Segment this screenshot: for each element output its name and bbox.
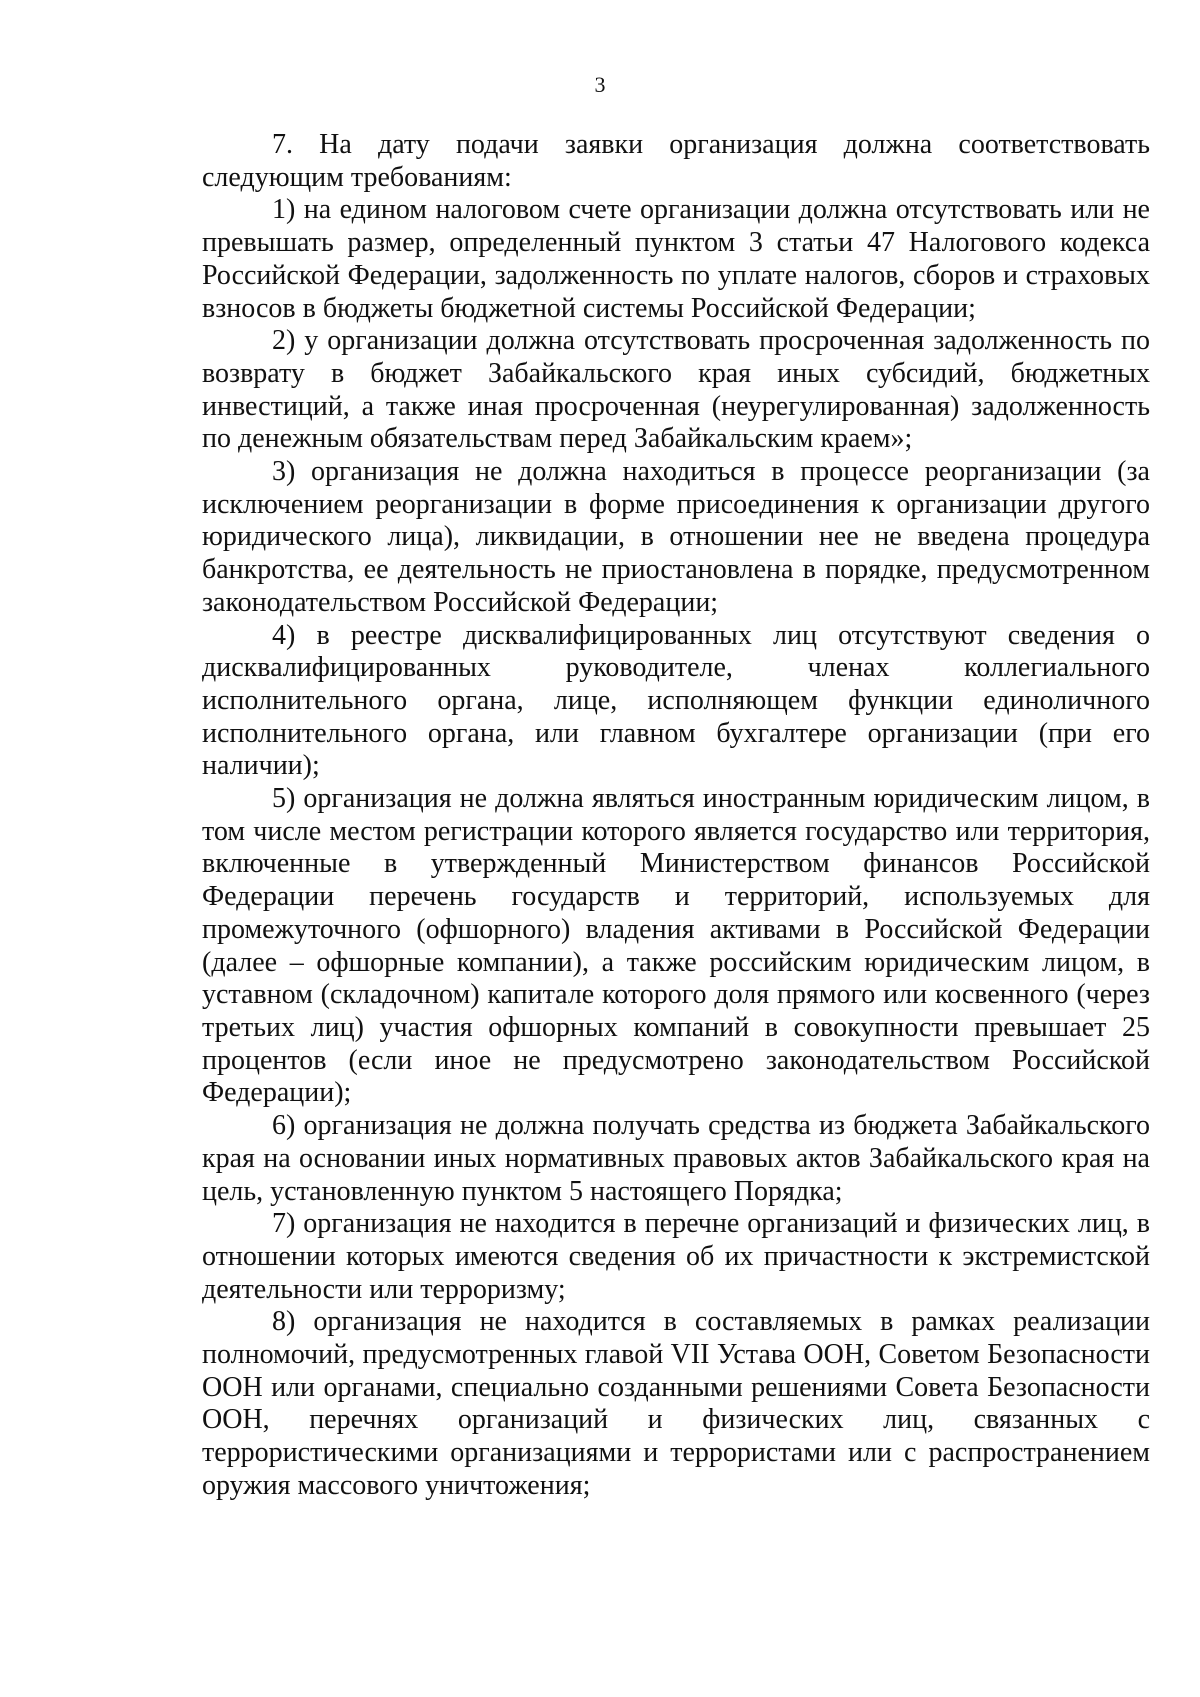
paragraph-item-4-disqualified-persons: 4) в реестре дисквалифицированных лиц отсутствуют сведения о дисквалифицированных руководителе, членах коллегиального исполнительного органа, лице, исполняющем функции единоличного исполнительного органа, или главном бухгалтере организации (при его наличии);: [202, 619, 1150, 782]
paragraph-requirements-intro: 7. На дату подачи заявки организация должна соответствовать следующим требованиям:: [202, 129, 1150, 193]
paragraph-item-1-tax-debt: 1) на едином налоговом счете организации должна отсутствовать или не превышать размер, определенный пунктом 3 статьи 47 Налогового кодекса Российской Федерации, задолженность по уплате налогов, сборов и страховых взносов в бюджеты бюджетной системы Российской Федерации;: [202, 194, 1150, 324]
paragraph-item-5-foreign-entity: 5) организация не должна являться иностранным юридическим лицом, в том числе местом регистрации которого является государство или территория, включенные в утвержденный Министерством финансов Российской Федерации перечень государств и территорий, используемых для промежуточного (офшорного) владения активами в Российской Федерации (далее – офшорные компании), а также российским юридическим лицом, в уставном (складочном) капитале которого доля прямого или косвенного (через третьих лиц) участия офшорных компаний в совокупности превышает 25 процентов (если иное не предусмотрено законодательством Российской Федерации);: [202, 783, 1150, 1109]
paragraph-item-3-reorganization: 3) организация не должна находиться в процессе реорганизации (за исключением реорганизации в форме присоединения к организации другого юридического лица), ликвидации, в отношении нее не введена процедура банкротства, ее деятельность не приостановлена в порядке, предусмотренном законодательством Российской Федерации;: [202, 456, 1150, 618]
paragraph-item-6-budget-funds: 6) организация не должна получать средства из бюджета Забайкальского края на основании иных нормативных правовых актов Забайкальского края на цель, установленную пунктом 5 настоящего Порядка;: [202, 1110, 1150, 1207]
paragraph-item-8-un-sanctions: 8) организация не находится в составляемых в рамках реализации полномочий, предусмотренных главой VII Устава ООН, Советом Безопасности ООН или органами, специально созданными решениями Совета Безопасности ООН, перечнях организаций и физических лиц, связанных с террористическими организациями и террористами или с распространением оружия массового уничтожения;: [202, 1306, 1150, 1501]
paragraph-item-2-overdue-debt: 2) у организации должна отсутствовать просроченная задолженность по возврату в бюджет Забайкальского края иных субсидий, бюджетных инвестиций, а также иная просроченная (неурегулированная) задолженность по денежным обязательствам перед Забайкальским краем»;: [202, 325, 1150, 455]
page-number: 3: [594, 72, 606, 97]
paragraph-item-7-extremism-list: 7) организация не находится в перечне организаций и физических лиц, в отношении которых имеются сведения об их причастности к экстремистской деятельности или терроризму;: [202, 1208, 1150, 1305]
document-body: [202, 129, 1150, 1503]
